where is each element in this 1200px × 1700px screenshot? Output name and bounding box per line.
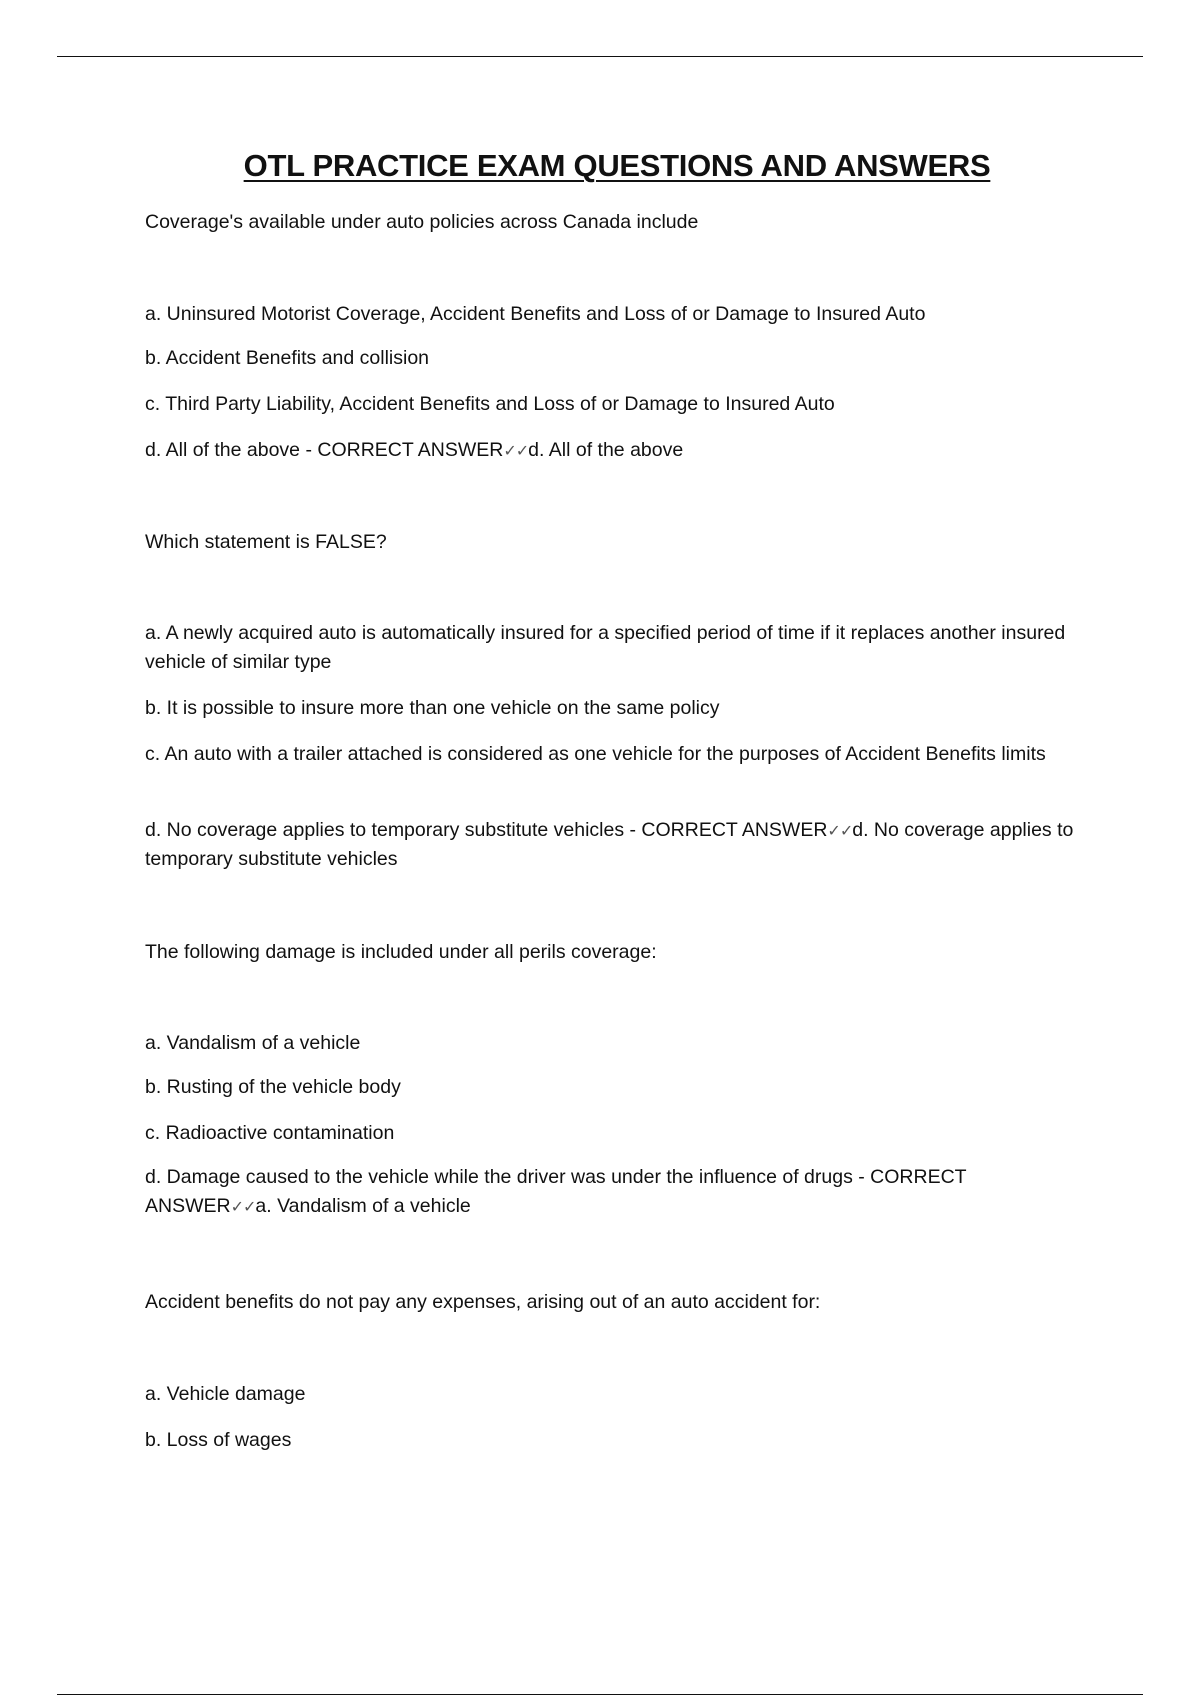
question-2-answer: d. No coverage applies to temporary substitute vehicles xyxy=(145,819,1074,870)
question-1-option-b: b. Accident Benefits and collision xyxy=(145,347,430,369)
page-title: OTL PRACTICE EXAM QUESTIONS AND ANSWERS xyxy=(243,148,991,183)
question-1-option-c: c. Third Party Liability, Accident Benefits and Loss of or Damage to Insured Auto xyxy=(145,393,835,415)
question-3-option-c: c. Radioactive contamination xyxy=(145,1122,395,1144)
question-3-option-b: b. Rusting of the vehicle body xyxy=(145,1076,401,1098)
double-check-icon: ✓✓ xyxy=(230,1197,256,1216)
question-1-option-d xyxy=(145,436,1085,465)
question-3-prompt: The following damage is included under all perils coverage: xyxy=(145,941,657,963)
double-check-icon: ✓✓ xyxy=(503,441,529,460)
question-2-option-d xyxy=(145,816,1085,874)
question-2-option-d-text: d. No coverage applies to temporary substitute vehicles - CORRECT ANSWER xyxy=(145,819,828,841)
question-2-option-c: c. An auto with a trailer attached is considered as one vehicle for the purposes of Accident Benefits limits xyxy=(145,743,1046,765)
question-1-option-d-text: d. All of the above - CORRECT ANSWER xyxy=(145,439,504,461)
question-3-answer: a. Vandalism of a vehicle xyxy=(255,1195,471,1217)
double-check-icon: ✓✓ xyxy=(827,821,853,840)
header-rule xyxy=(57,56,1143,57)
question-1-prompt: Coverage's available under auto policies across Canada include xyxy=(145,211,699,233)
question-2-prompt: Which statement is FALSE? xyxy=(145,531,387,553)
question-2-option-a: a. A newly acquired auto is automatically insured for a specified period of time if it replaces another insured vehicle of similar type xyxy=(145,622,1066,673)
question-3-option-d xyxy=(145,1163,1085,1221)
footer-rule xyxy=(57,1694,1143,1695)
question-4-option-a: a. Vehicle damage xyxy=(145,1383,306,1405)
question-1-answer: d. All of the above xyxy=(528,439,684,461)
question-4-option-b: b. Loss of wages xyxy=(145,1429,292,1451)
question-4-prompt: Accident benefits do not pay any expenses, arising out of an auto accident for: xyxy=(145,1291,821,1313)
question-1-option-a: a. Uninsured Motorist Coverage, Accident Benefits and Loss of or Damage to Insured Auto xyxy=(145,303,926,325)
question-3-option-d-text: d. Damage caused to the vehicle while the driver was under the influence of drugs - CORRECT ANSWER xyxy=(145,1166,967,1217)
question-3-option-a: a. Vandalism of a vehicle xyxy=(145,1032,361,1054)
question-2-option-b: b. It is possible to insure more than one vehicle on the same policy xyxy=(145,697,720,719)
